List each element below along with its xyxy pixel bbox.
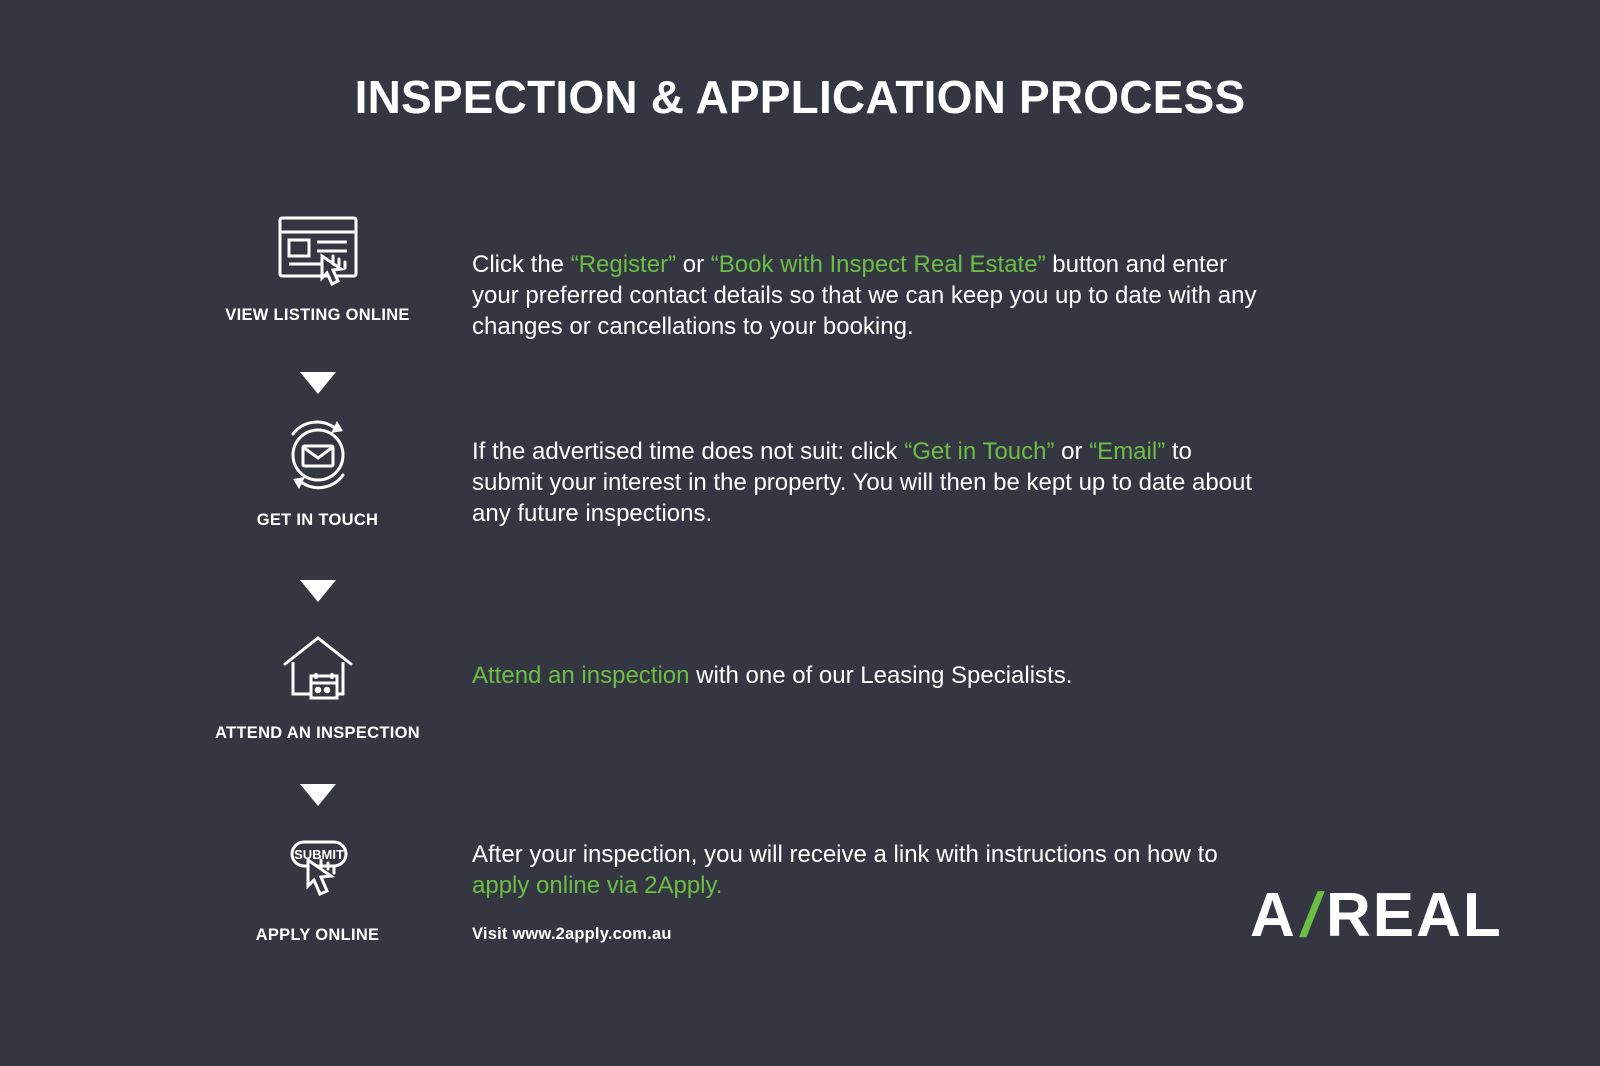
logo-word-real: REAL [1326,881,1503,950]
logo-slash: / [1295,881,1330,950]
step-1-icon-col [195,210,440,325]
step-1-part-0: Click the [472,251,571,278]
listing-window-cursor-icon [195,210,440,290]
brand-logo [1250,880,1503,951]
step-3-part-1: with one of our Leasing Specialists. [689,662,1073,689]
step-3-label: ATTEND AN INSPECTION [215,724,420,742]
step-4-footnote: Visit www.2apply.com.au [472,924,672,943]
step-3-icon-col [195,628,440,743]
step-2-icon-col [195,415,440,530]
step-4-part-0: After your inspection, you will receive a link with instructions on how to [472,841,1218,868]
step-2-part-0: If the advertised time does not suit: click [472,438,905,465]
step-1-part-1: “Register” [570,251,677,278]
step-3-text [472,661,1262,692]
step-attend-an-inspection [0,628,1600,778]
step-view-listing-online [0,210,1600,360]
page-title: INSPECTION & APPLICATION PROCESS [354,71,1246,123]
step-1-part-3: “Book with Inspect Real Estate” [710,251,1046,278]
svg-text:SUBMIT: SUBMIT [293,847,344,862]
envelope-refresh-icon [195,415,440,495]
step-1-text [472,250,1262,343]
step-4-part-1: apply online via 2Apply. [472,871,723,899]
logo-letter-a: A [1250,881,1297,950]
arrow-1-icon [195,370,440,396]
step-1-label: VIEW LISTING ONLINE [225,306,410,324]
step-3-part-0: Attend an inspection [472,662,690,689]
step-4-label: APPLY ONLINE [255,926,380,944]
arrow-3-icon [195,782,440,808]
step-2-part-2: or [1054,438,1090,465]
house-calendar-icon [195,628,440,708]
step-get-in-touch [0,415,1600,565]
step-1-part-2: or [676,251,711,278]
step-2-part-4: to submit your interest in the property. You will then be kept up to date about any future inspections. [472,438,1253,527]
step-2-label: GET IN TOUCH [256,511,379,529]
step-2-text [472,437,1262,530]
step-1-part-4: button and enter your preferred contact details so that we can keep you up to date with any changes or cancellations to your booking. [472,251,1257,340]
step-2-part-1: “Get in Touch” [904,438,1055,465]
step-2-part-3: “Email” [1089,438,1166,465]
step-4-text [472,840,1262,945]
submit-button-cursor-icon [195,830,440,910]
arrow-2-icon [195,578,440,604]
step-4-icon-col [195,830,440,945]
